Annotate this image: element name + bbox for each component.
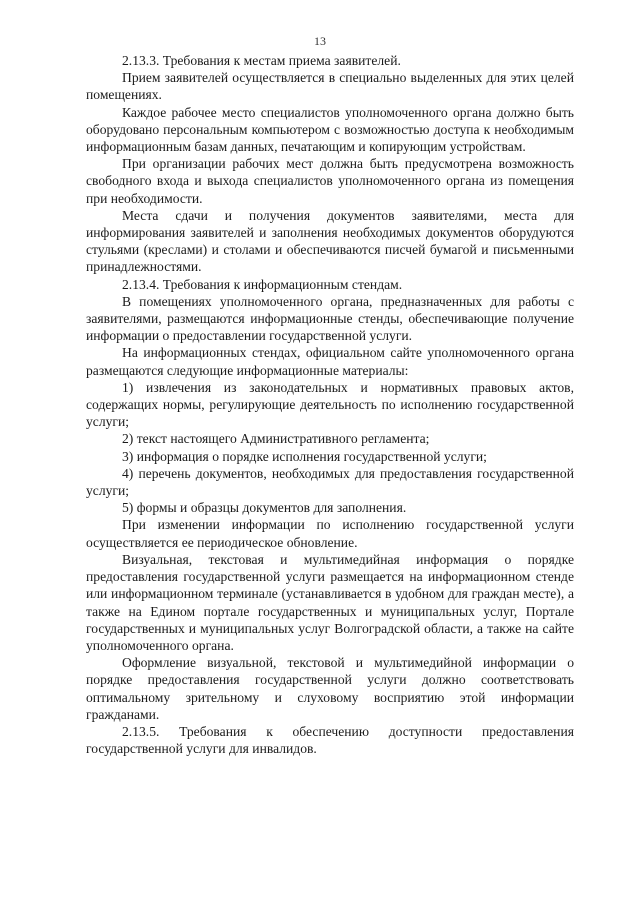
paragraph: При изменении информации по исполнению государственной услуги осуществляется ее периодическое обновление. bbox=[86, 517, 574, 550]
paragraph: В помещениях уполномоченного органа, предназначенных для работы с заявителями, размещаются информационные стенды, обеспечивающие получение информации о предоставлении государственной услуги. bbox=[86, 293, 574, 344]
list-item: 3) информация о порядке исполнения государственной услуги; bbox=[122, 448, 487, 464]
paragraph: Каждое рабочее место специалистов уполномоченного органа должно быть оборудовано персональным компьютером с возможностью доступа к необходимым информационным базам данных, печатающим и копирующим устройствам. bbox=[86, 104, 574, 155]
paragraph: Места сдачи и получения документов заявителями, места для информирования заявителей и заполнения необходимых документов оборудуются стульями (креслами) и столами и обеспечиваются писчей бумагой и письменными принадлежностями. bbox=[86, 207, 574, 275]
list-item: 2) текст настоящего Административного регламента; bbox=[122, 431, 430, 447]
paragraph: При организации рабочих мест должна быть предусмотрена возможность свободного входа и выхода специалистов уполномоченного органа из помещения при необходимости. bbox=[86, 156, 574, 206]
list-item: 1) извлечения из законодательных и нормативных правовых актов, содержащих нормы, регулирующие деятельность по исполнению государственной услуги; bbox=[86, 379, 574, 430]
section-heading-2-13-5: 2.13.5. Требования к обеспечению доступности предоставления государственной услуги для инвалидов. bbox=[86, 723, 574, 757]
page-number: 13 bbox=[314, 34, 326, 48]
list-item: 4) перечень документов, необходимых для предоставления государственной услуги; bbox=[86, 465, 574, 499]
list-item: 5) формы и образцы документов для заполнения. bbox=[122, 500, 407, 516]
paragraph: Визуальная, текстовая и мультимедийная информация о порядке предоставления государственной услуги размещается на информационном стенде или информационном терминале (устанавливается в удобном для граждан месте), а также на Едином портале государственных и муниципальных услуг, Портале государственных и муниципальных услуг Волгоградской области, а также на сайте уполномоченного органа. bbox=[86, 551, 574, 653]
section-heading-2-13-3: 2.13.3. Требования к местам приема заявителей. bbox=[122, 53, 401, 68]
document-body bbox=[86, 52, 574, 757]
section-heading-2-13-4: 2.13.4. Требования к информационным стендам. bbox=[122, 276, 403, 292]
paragraph: На информационных стендах, официальном сайте уполномоченного органа размещаются следующие информационные материалы: bbox=[86, 345, 574, 378]
paragraph: Прием заявителей осуществляется в специально выделенных для этих целей помещениях. bbox=[86, 70, 574, 103]
paragraph: Оформление визуальной, текстовой и мультимедийной информации о порядке предоставления государственной услуги должно соответствовать оптимальному зрительному и слуховому восприятию этой информации гражданами. bbox=[86, 655, 574, 722]
